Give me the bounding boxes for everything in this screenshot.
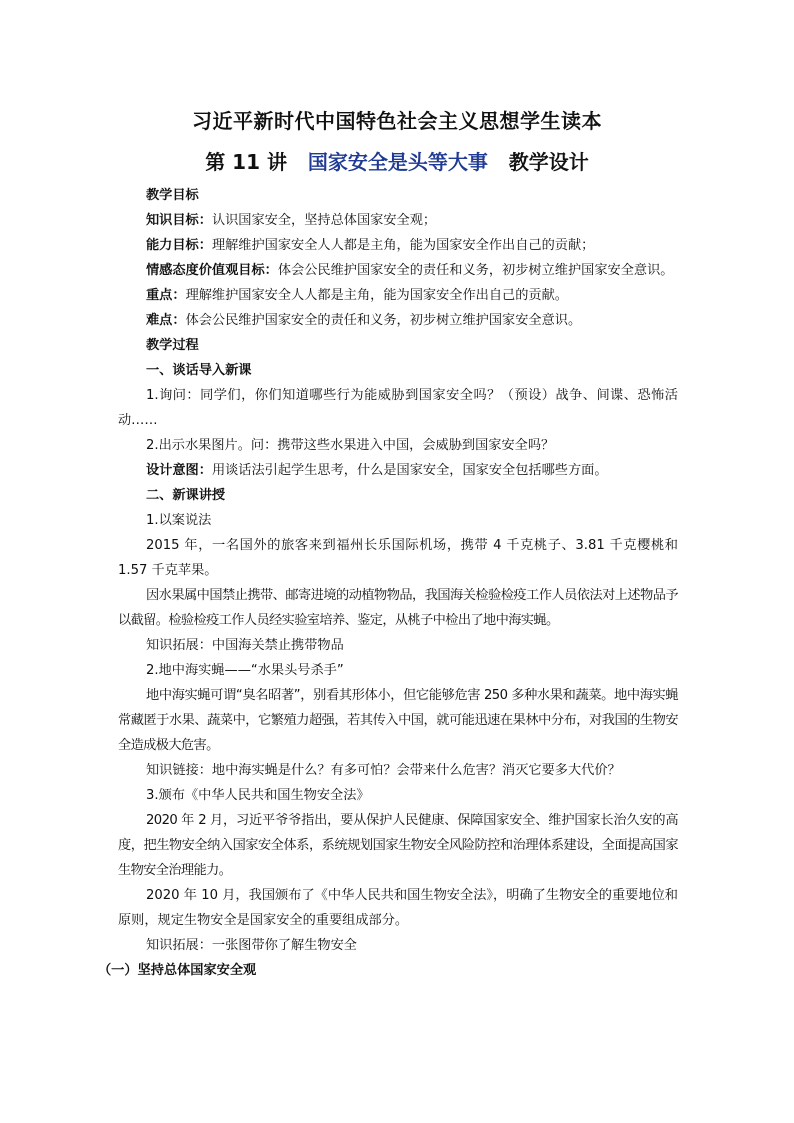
part1-heading: （一）坚持总体国家安全观 (98, 963, 257, 978)
difficult-point-text: 体会公民维护国家安全的责任和义务，初步树立维护国家安全意识。 (185, 313, 582, 328)
ability-goal-label: 能力目标： (146, 238, 212, 253)
subtitle-suffix: 教学设计 (508, 150, 589, 174)
section1-paragraph-2: 2.出示水果图片。问：携带这些水果进入中国，会威胁到国家安全吗？ (146, 438, 555, 453)
section1-paragraph-1: 1.询问：同学们，你们知道哪些行为能威胁到国家安全吗？（预设）战争、间谍、恐怖活动…… (118, 388, 678, 428)
ability-goal (118, 233, 678, 258)
medfly-paragraph: 地中海实蝇可谓“臭名昭著”，别看其形体小，但它能够危害 250 多种水果和蔬菜。地中海实蝇常藏匿于水果、蔬菜中，它繁殖力超强，若其传入中国，就可能迅速在果林中分布，对我国的生物安全造成极大危害。 (118, 688, 678, 753)
knowledge-extension-1: 知识拓展：中国海关禁止携带物品 (146, 638, 344, 653)
medfly-subheading: 2.地中海实蝇——“水果头号杀手” (146, 663, 344, 678)
document-title: 习近平新时代中国特色社会主义思想学生读本 (192, 109, 602, 133)
ability-goal-text: 理解维护国家安全人人都是主角，能为国家安全作出自己的贡献； (211, 238, 595, 253)
knowledge-goal-label: 知识目标： (146, 213, 212, 228)
difficult-point (118, 308, 678, 333)
knowledge-link: 知识链接：地中海实蝇是什么？有多可怕？会带来什么危害？消灭它要多大代价？ (146, 763, 621, 778)
knowledge-goal (118, 208, 678, 233)
difficult-point-label: 难点： (146, 313, 186, 328)
key-point-label: 重点： (146, 288, 186, 303)
key-point (118, 283, 678, 308)
case-subheading: 1.以案说法 (146, 513, 212, 528)
law-paragraph-2: 2020 年 10 月，我国颁布了《中华人民共和国生物安全法》，明确了生物安全的重要地位和原则，规定生物安全是国家安全的重要组成部分。 (118, 888, 678, 928)
case-paragraph-1: 2015 年，一名国外的旅客来到福州长乐国际机场，携带 4 千克桃子、3.81 千克樱桃和 1.57 千克苹果。 (118, 538, 678, 578)
law-subheading: 3.颁布《中华人民共和国生物安全法》 (146, 788, 370, 803)
design-intent (118, 458, 678, 483)
emotion-goal-label: 情感态度价值观目标： (146, 263, 278, 278)
case-paragraph-2: 因水果属中国禁止携带、邮寄进境的动植物物品，我国海关检验检疫工作人员依法对上述物品予以截留。检验检疫工作人员经实验室培养、鉴定，从桃子中检出了地中海实蝇。 (118, 588, 678, 628)
law-paragraph-1: 2020 年 2 月，习近平爷爷指出，要从保护人民健康、保障国家安全、维护国家长治久安的高度，把生物安全纳入国家安全体系，系统规划国家生物安全风险防控和治理体系建设，全面提高国家生物安全治理能力。 (118, 813, 678, 878)
section1-heading: 一、谈话导入新课 (146, 363, 252, 378)
design-intent-text: 用谈话法引起学生思考，什么是国家安全，国家安全包括哪些方面。 (211, 463, 608, 478)
knowledge-extension-2: 知识拓展：一张图带你了解生物安全 (146, 938, 357, 953)
emotion-goal-text: 体会公民维护国家安全的责任和义务，初步树立维护国家安全意识。 (277, 263, 674, 278)
process-heading: 教学过程 (146, 338, 199, 353)
goals-heading: 教学目标 (146, 188, 199, 203)
document-body (98, 183, 678, 983)
section2-heading: 二、新课讲授 (146, 488, 226, 503)
lecture-topic: 国家安全是头等大事 (307, 150, 488, 174)
knowledge-goal-text: 认识国家安全，坚持总体国家安全观； (211, 213, 437, 228)
lecture-number: 第 11 讲 (205, 150, 287, 174)
document-subtitle (0, 146, 794, 175)
design-intent-label: 设计意图： (146, 463, 212, 478)
emotion-goal (118, 258, 678, 283)
key-point-text: 理解维护国家安全人人都是主角，能为国家安全作出自己的贡献。 (185, 288, 568, 303)
